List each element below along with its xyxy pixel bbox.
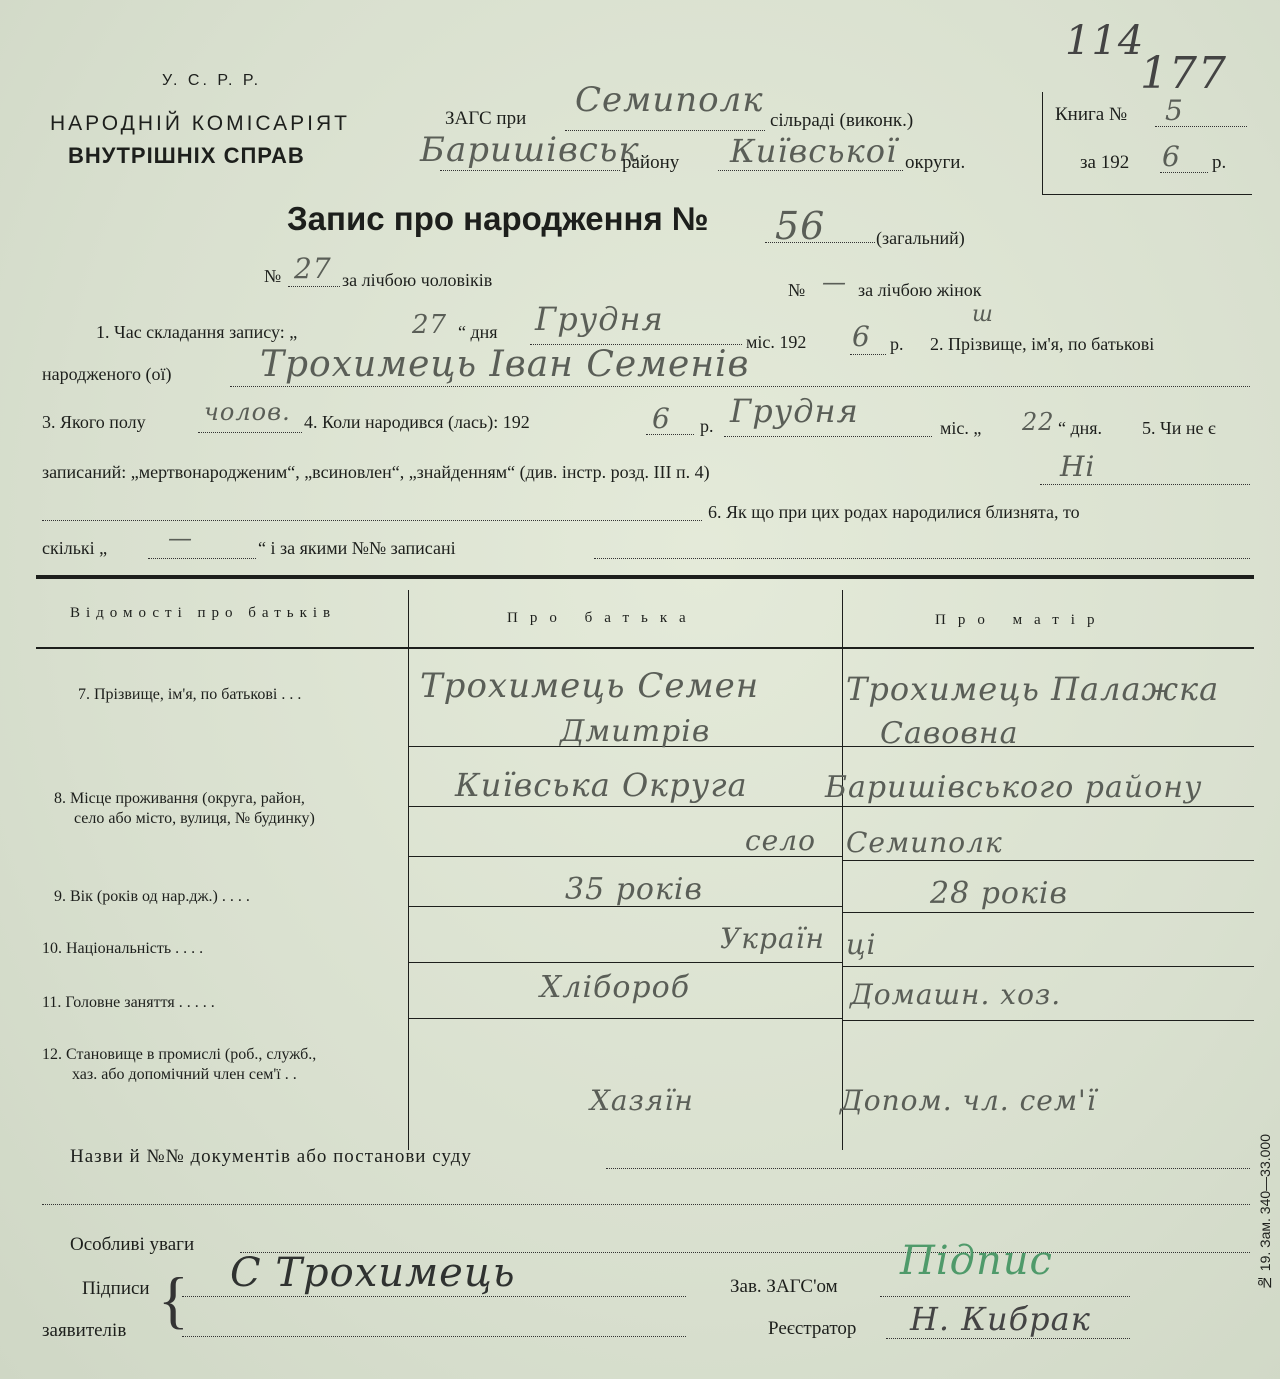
field1-year: 6 [852,320,871,353]
signatures-label: Підписи [82,1278,150,1299]
father-status: Хазяїн [590,1084,694,1117]
father-age: 35 років [565,872,703,907]
female-count-label: за лічбою жінок [858,280,982,300]
father-residence: Київська Округа [455,766,748,804]
district-value: Баришівськ [420,130,640,170]
field1-day-label: “ дня [458,322,498,342]
col-header-parents: Відомості про батьків [70,605,337,621]
field4-day-label: “ дня. [1058,418,1103,438]
field1-year-suffix: р. [890,334,904,354]
col-header-mother: Про матір [935,612,1107,628]
field5-value: Ні [1060,450,1096,483]
father-occupation: Хлібороб [540,970,691,1005]
mother-nationality: ці [846,928,877,961]
field4-label: 4. Коли народився (лась): 192 [304,412,530,432]
field6-value: — [168,524,193,552]
book-value: 5 [1165,94,1184,127]
docs-label: Назви й №№ документів або постанови суду [70,1146,472,1167]
field2-label: 2. Прізвище, ім'я, по батькові [930,334,1155,354]
row-label-residence2: село або місто, вулиця, № будинку) [74,810,315,827]
father-name2: Дмитрів [560,714,711,749]
head-label: Зав. ЗАГС'ом [730,1276,838,1297]
father-nationality: Україн [720,922,825,955]
registrar-signature: Н. Кибрак [910,1300,1091,1338]
row-label-name: 7. Прізвище, ім'я, по батькові . . . [78,686,302,703]
registrar-label: Реєстратор [768,1318,857,1339]
field5-label: 5. Чи не є [1142,418,1216,438]
field6-label: 6. Як що при цих родах народилися близнята, то [708,502,1080,522]
field1-month: Грудня [535,300,664,338]
col-header-father: Про батька [507,610,698,626]
field1-day: 27 [412,310,448,340]
year-label: за 192 [1080,152,1130,173]
mother-name2: Савовна [880,716,1019,751]
field4-year: 6 [652,402,671,435]
mother-residence: Баришівського району [825,770,1203,805]
district-label: району [622,152,680,173]
mother-status: Допом. чл. сем'ї [840,1084,1097,1117]
print-mark: № 19. Зам. 340—33.000 [1257,1134,1273,1292]
row-label-occupation: 11. Головне заняття . . . . . [42,994,215,1011]
corner-number-top: 114 [1065,18,1145,64]
field5-label2: записаний: „мертвонародженим“, „всиновлен“, „знайденням“ (див. інстр. розд. ІІІ п. 4) [42,462,710,482]
mother-name: Трохимець Палажка [846,670,1220,708]
okrug-label: округи. [905,152,966,173]
father-residence2: село [745,824,816,857]
mother-residence2: Семиполк [846,826,1003,859]
record-number: 56 [775,204,826,248]
father-name: Трохимець Семен [420,666,760,706]
head-signature: Підпис [900,1238,1053,1284]
female-count-prefix: № [788,280,806,300]
applicant-signature: С Трохимець [230,1250,516,1296]
title-suffix: (загальний) [876,228,965,248]
female-count-value: — [822,268,847,296]
book-label: Книга № [1055,104,1128,125]
signature-brace: { [158,1264,189,1335]
field4-year-suffix: р. [700,416,714,436]
mother-occupation: Домашн. хоз. [850,978,1062,1011]
zags-value: Семиполк [575,80,764,120]
selradi-label: сільраді (виконк.) [770,110,914,131]
mother-age: 28 років [930,876,1068,911]
male-count-label: за лічбою чоловіків [342,270,493,290]
row-label-nationality: 10. Національність . . . . [42,940,204,957]
record-title: Запис про народження № [287,200,709,237]
field6-label3: “ і за якими №№ записані [258,538,456,558]
corner-number-right: 177 [1140,48,1227,99]
child-name: Трохимець Іван Семенів [260,344,750,385]
row-label-age: 9. Вік (років од нар.дж.) . . . . [54,888,250,905]
notes-label: Особливі уваги [70,1234,195,1255]
okrug-value: Київської [730,132,898,170]
male-count-prefix: № [264,266,282,286]
row-label-status2: хаз. або допомічний член сем'ї . . [72,1066,297,1083]
field4-day: 22 [1022,408,1055,436]
field1-month-label: міс. 192 [746,332,807,352]
field3-value: чолов. [204,398,291,426]
year-value: 6 [1162,140,1181,173]
commissariat-line2: ВНУТРІШНІХ СПРАВ [68,143,305,168]
row-label-status: 12. Становище в промислі (роб., служб., [42,1046,317,1063]
field3-label: 3. Якого полу [42,412,146,432]
year-suffix: р. [1212,152,1227,173]
commissariat-line1: НАРОДНІЙ КОМІСАРІЯТ [50,112,350,135]
field2-label2: народженого (ої) [42,364,172,384]
applicants-label: заявителів [42,1320,127,1341]
zags-label: ЗАГС при [445,108,527,129]
field4-month: Грудня [730,392,859,430]
state-abbr: У. С. Р. Р. [162,72,262,89]
field1-label: 1. Час складання запису: „ [96,322,298,342]
row-label-residence: 8. Місце проживання (округа, район, [54,790,305,807]
field4-month-label: міс. „ [940,418,982,438]
male-count-value: 27 [294,252,332,285]
field2-extra: ш [972,302,994,327]
field6-label2: скількі „ [42,538,108,558]
